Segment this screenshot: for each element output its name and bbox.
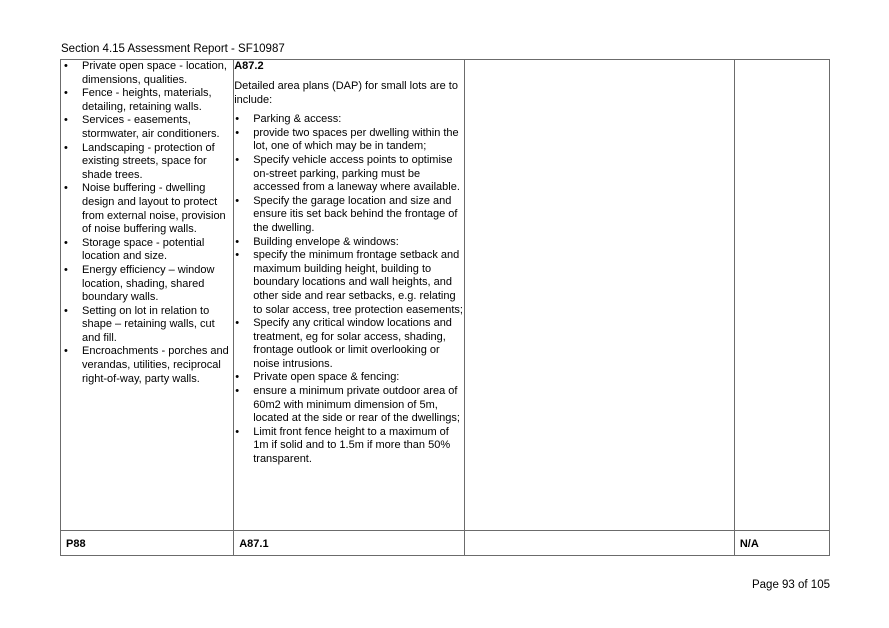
- list-item: [234, 127, 463, 154]
- acceptable-solution-cell: [234, 60, 464, 531]
- bullet-icon: •: [64, 345, 68, 358]
- bullet-icon: •: [235, 371, 240, 384]
- list-item-text: Private open space - location, dimensions, qualities.: [82, 60, 227, 86]
- acceptable-solution-intro: Detailed area plans (DAP) for small lots are to include:: [234, 80, 458, 106]
- proposal-cell: [464, 60, 734, 531]
- compliance-status: N/A: [734, 531, 829, 556]
- list-item-text: Specify the garage location and size and ensure itis set back behind the frontage of the dwelling.: [253, 194, 458, 234]
- list-item: [61, 305, 233, 346]
- list-item-text: ensure a minimum private outdoor area of 60m2 with minimum dimension of 5m, located at the side or rear of the dwellings;: [253, 385, 460, 425]
- list-item: [234, 385, 463, 426]
- list-item-text: Landscaping - protection of existing streets, space for shade trees.: [82, 141, 215, 181]
- compliance-cell: [734, 60, 829, 531]
- list-item: [234, 236, 463, 250]
- acceptable-solution-ref: A87.2: [234, 60, 264, 72]
- list-item-text: Building envelope & windows:: [253, 235, 399, 248]
- list-item: [61, 87, 233, 114]
- report-header: Section 4.15 Assessment Report - SF10987: [61, 43, 285, 55]
- page-number: Page 93 of 105: [751, 579, 830, 591]
- list-item-text: Private open space & fencing:: [253, 371, 400, 384]
- list-item-text: Specify vehicle access points to optimise on-street parking, parking must be accessed from a laneway where available.: [253, 153, 460, 194]
- list-item: [61, 264, 233, 305]
- list-item-text: Limit front fence height to a maximum of 1m if solid and to 1.5m if more than 50% transparent.: [253, 425, 451, 466]
- bullet-icon: •: [64, 87, 68, 100]
- list-item: [234, 426, 463, 467]
- list-item-text: Parking & access:: [253, 113, 342, 126]
- list-item: [61, 142, 233, 183]
- acceptable-solution-ref: A87.1: [234, 531, 464, 556]
- performance-criteria-list: [61, 60, 233, 386]
- list-item-text: Energy efficiency – window location, shading, shared boundary walls.: [82, 263, 215, 304]
- bullet-icon: •: [235, 194, 240, 207]
- bullet-icon: •: [64, 263, 68, 276]
- list-item-text: Fence - heights, materials, detailing, retaining walls.: [82, 87, 212, 113]
- table-row: [61, 60, 830, 531]
- list-item: [234, 317, 463, 371]
- list-item: [234, 249, 463, 317]
- list-item-text: Encroachments - porches and verandas, utilities, reciprocal right-of-way, party walls.: [82, 345, 229, 385]
- bullet-icon: •: [64, 304, 68, 317]
- bullet-icon: •: [235, 317, 240, 330]
- list-item: [234, 154, 463, 195]
- assessment-table: [60, 59, 830, 556]
- performance-criteria-ref: P88: [61, 531, 234, 556]
- list-item-text: specify the minimum frontage setback and maximum building height, building to boundary locations and wall heights, and other side and rear setbacks, e.g. relating to solar access, tree protection easements;: [253, 249, 463, 316]
- bullet-icon: •: [235, 235, 240, 248]
- bullet-icon: •: [235, 126, 240, 139]
- list-item-text: provide two spaces per dwelling within the lot, one of which may be in tandem;: [253, 126, 459, 153]
- proposal-cell: [464, 531, 734, 556]
- list-item: [234, 113, 463, 127]
- list-item-text: Services - easements, stormwater, air conditioners.: [82, 114, 220, 140]
- list-item-text: Storage space - potential location and size.: [82, 236, 205, 263]
- list-item: [61, 345, 233, 386]
- bullet-icon: •: [235, 153, 240, 166]
- bullet-icon: •: [235, 425, 240, 438]
- bullet-icon: •: [235, 113, 240, 126]
- list-item: [234, 371, 463, 385]
- bullet-icon: •: [64, 60, 68, 72]
- list-item-text: Setting on lot in relation to shape – retaining walls, cut and fill.: [82, 304, 215, 344]
- bullet-icon: •: [235, 249, 240, 262]
- list-item-text: Specify any critical window locations and treatment, eg for solar access, shading, frontage outlook or limit overlooking or noise intrusions.: [253, 317, 452, 370]
- bullet-icon: •: [235, 385, 240, 398]
- bullet-icon: •: [64, 141, 68, 154]
- list-item-text: Noise buffering - dwelling design and layout to protect from external noise, provision of noise buffering walls.: [82, 182, 226, 236]
- bullet-icon: •: [64, 182, 68, 195]
- bullet-icon: •: [64, 236, 68, 249]
- list-item: [234, 195, 463, 236]
- bullet-icon: •: [64, 114, 68, 127]
- list-item: [61, 182, 233, 236]
- table-row: [61, 531, 830, 556]
- list-item: [61, 237, 233, 264]
- list-item: [61, 114, 233, 141]
- acceptable-solution-list: [234, 113, 463, 466]
- list-item: [61, 60, 233, 87]
- performance-criteria-cell: [61, 60, 234, 531]
